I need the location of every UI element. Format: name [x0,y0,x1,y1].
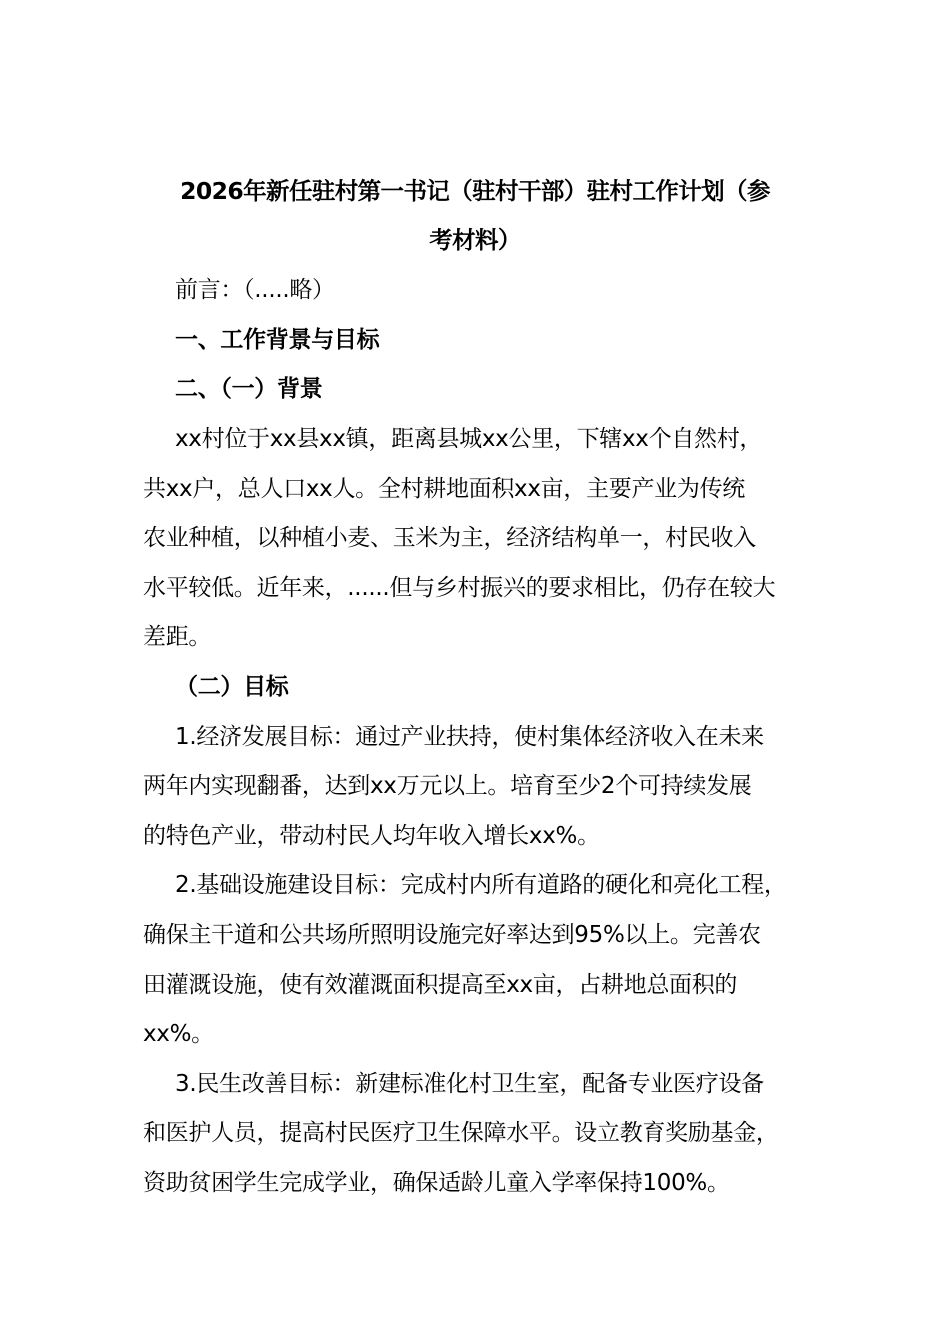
goal-infrastructure-line: 确保主干道和公共场所照明设施完好率达到95%以上。完善农 [143,922,761,948]
subsection-heading-goals: （二）目标 [175,674,289,700]
document-title-line-1: 2026年新任驻村第一书记（驻村干部）驻村工作计划（参 [180,177,770,205]
goal-infrastructure-line: xx%。 [143,1021,214,1047]
background-paragraph-line: 水平较低。近年来，......但与乡村振兴的要求相比，仍存在较大 [143,575,776,601]
goal-infrastructure-line: 2.基础设施建设目标：完成村内所有道路的硬化和亮化工程， [175,872,787,898]
document-title-line-2: 考材料） [429,226,521,254]
background-paragraph-line: xx村位于xx县xx镇，距离县城xx公里，下辖xx个自然村， [175,426,763,452]
goal-livelihood-line: 和医护人员，提高村民医疗卫生保障水平。设立教育奖励基金， [143,1120,779,1146]
goal-livelihood-line: 3.民生改善目标：新建标准化村卫生室，配备专业医疗设备 [175,1071,764,1097]
goal-economic-line: 两年内实现翻番，达到xx万元以上。培育至少2个可持续发展 [143,773,752,799]
preface-text: 前言：（.....略） [175,277,335,303]
section-heading-background-and-goals: 一、工作背景与目标 [175,327,380,353]
goal-livelihood-line: 资助贫困学生完成学业，确保适龄儿童入学率保持100%。 [143,1170,730,1196]
subsection-heading-background: 二、（一）背景 [175,376,323,402]
goal-infrastructure-line: 田灌溉设施，使有效灌溉面积提高至xx亩，占耕地总面积的 [143,972,738,998]
background-paragraph-line: 农业种植，以种植小麦、玉米为主，经济结构单一，村民收入 [143,525,756,551]
background-paragraph-line: 共xx户，总人口xx人。全村耕地面积xx亩，主要产业为传统 [143,476,745,502]
background-paragraph-line: 差距。 [143,624,212,650]
goal-economic-line: 的特色产业，带动村民人均年收入增长xx%。 [143,823,600,849]
goal-economic-line: 1.经济发展目标：通过产业扶持，使村集体经济收入在未来 [175,724,764,750]
